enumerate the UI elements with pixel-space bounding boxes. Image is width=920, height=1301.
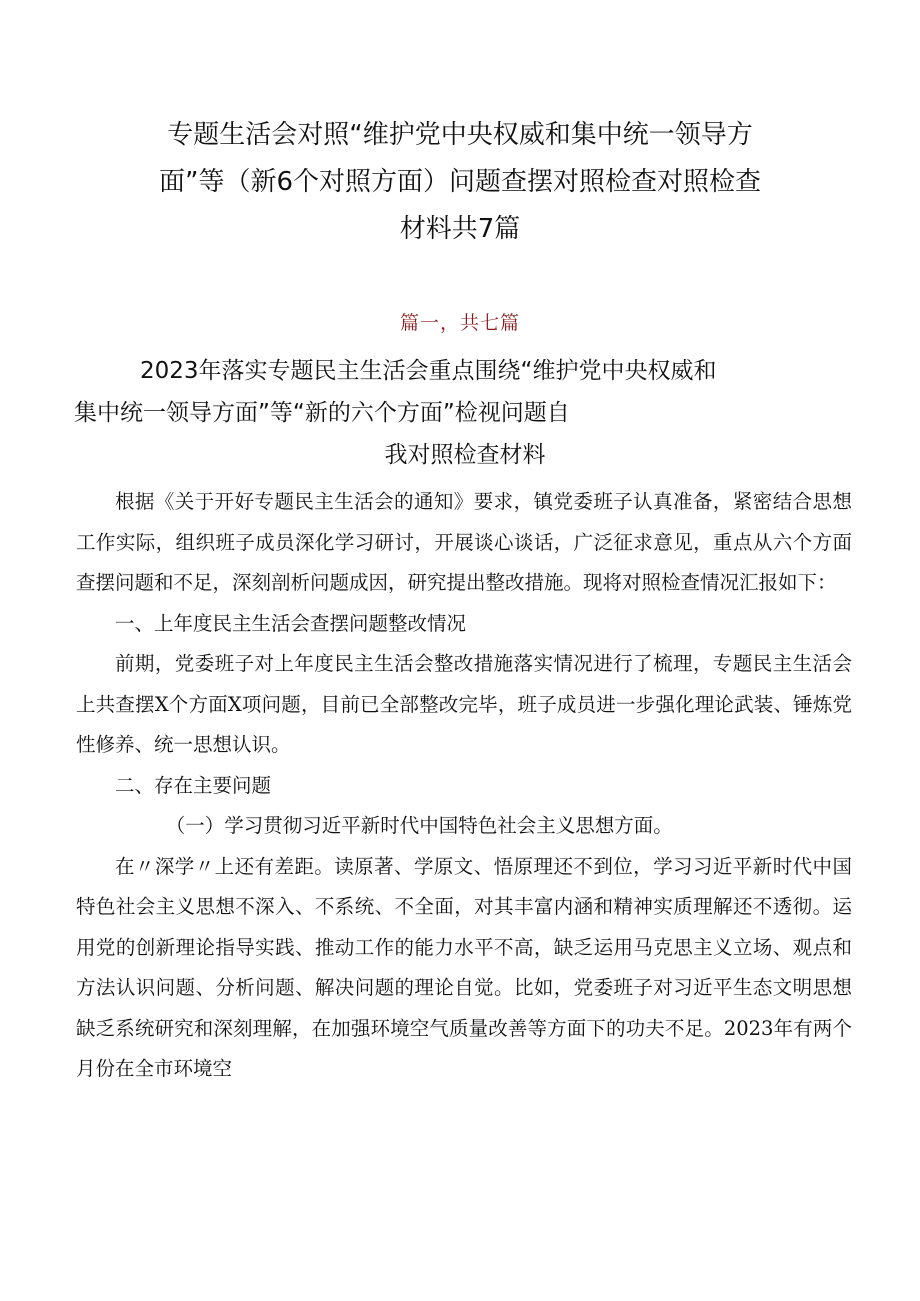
body-paragraph: 根据《关于开好专题民主生活会的通知》要求，镇党委班子认真准备，紧密结合思想工作实际，组织班子成员深化学习研讨，开展谈心谈话，广泛征求意见，重点从六个方面查摆问题和不足，深刻剖析问题成因，研究提出整改措施。现将对照检查情况汇报如下： [76, 490, 852, 594]
document-body [76, 482, 852, 1090]
body-paragraph: 前期，党委班子对上年度民主生活会整改措施落实情况进行了梳理，专题民主生活会上共查摆X个方面X项问题，目前已全部整改完毕，班子成员进一步强化理论武装、锤炼党性修养、统一思想认识。 [76, 652, 852, 756]
subtitle-line: 2023年落实专题民主生活会重点围绕“维护党中央权威和 [140, 358, 717, 384]
section-heading: 二、存在主要问题 [115, 773, 272, 797]
subtitle-line: 集中统一领导方面”等“新的六个方面”检视问题自 [74, 400, 570, 426]
title-line: 面”等（新6个对照方面）问题查摆对照检查对照检查 [158, 167, 761, 197]
subsection-heading: （一）学习贯彻习近平新时代中国特色社会主义思想方面。 [165, 814, 673, 837]
title-line: 专题生活会对照“维护党中央权威和集中统一领导方 [167, 120, 753, 150]
subtitle-line: 我对照检查材料 [384, 442, 546, 468]
body-paragraph: 在〃深学〃上还有差距。读原著、学原文、悟原理还不到位，学习习近平新时代中国特色社会主义思想不深入、不系统、不全面，对其丰富内涵和精神实质理解还不透彻。运用党的创新理论指导实践、推动工作的能力水平不高，缺乏运用马克思主义立场、观点和方法认识问题、分析问题、解决问题的理论自觉。比如，党委班子对习近平生态文明思想缺乏系统研究和深刻理解，在加强环境空气质量改善等方面下的功夫不足。2023年有两个月份在全市环境空 [76, 854, 852, 1080]
article-subtitle [70, 350, 860, 476]
document-title [100, 112, 820, 253]
title-line: 材料共7篇 [399, 214, 521, 244]
section-heading: 一、上年度民主生活会查摆问题整改情况 [115, 611, 467, 635]
section-label: 篇一，共七篇 [399, 312, 520, 334]
